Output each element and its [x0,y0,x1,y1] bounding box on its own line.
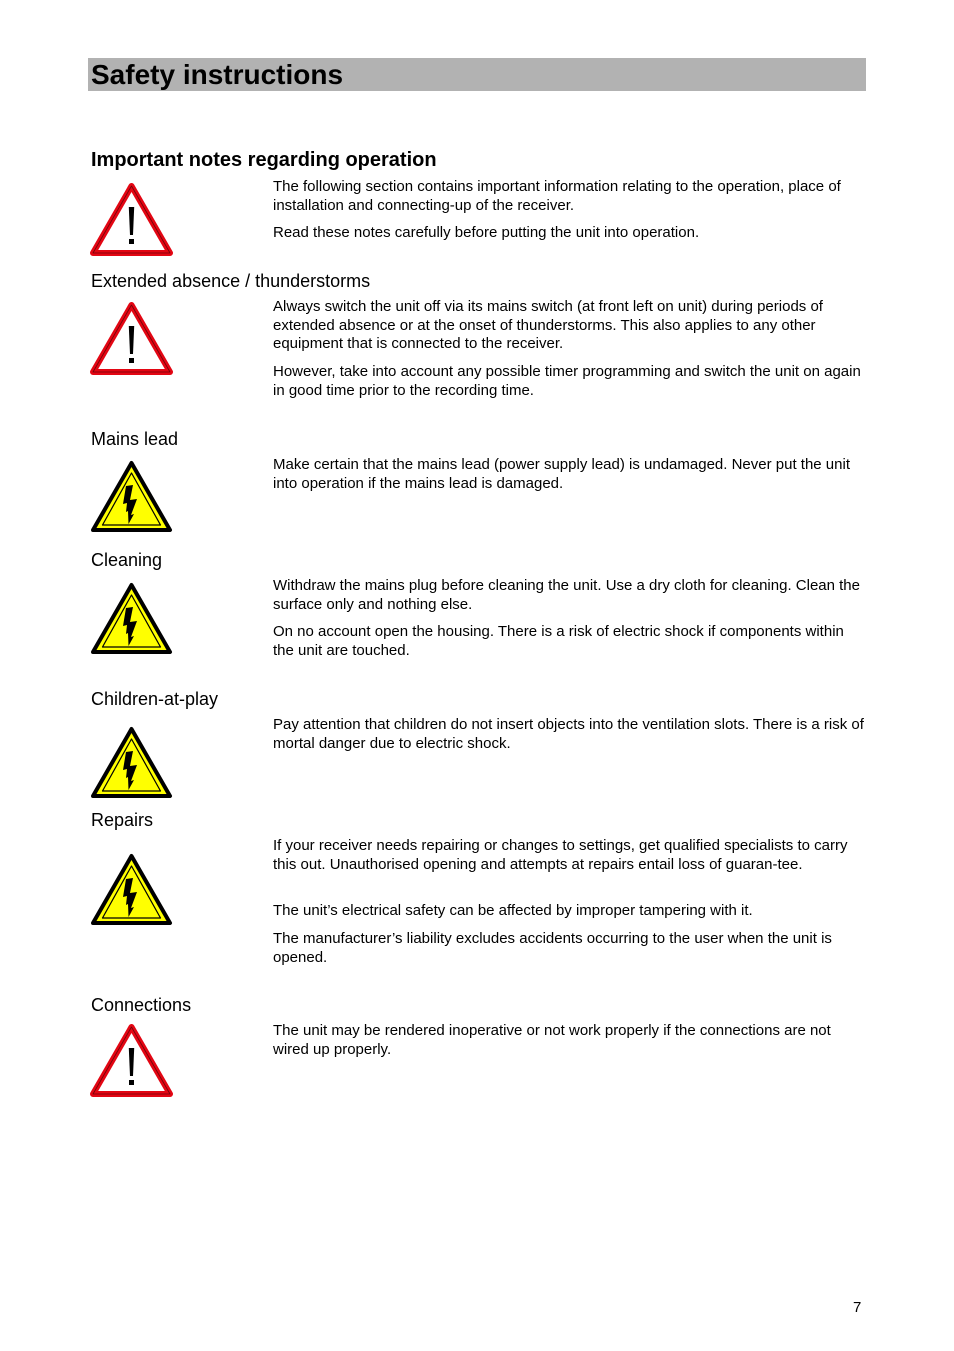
section-subtitle: Important notes regarding operation [91,149,437,171]
mains-paragraph-1: Make certain that the mains lead (power supply lead) is undamaged. Never put the unit into operation if the mains lead is damaged. [273,456,850,492]
cleaning-paragraph-1: Withdraw the mains plug before cleaning the unit. Use a dry cloth for cleaning. Clean the surface only and nothing else. [273,577,860,613]
repairs-paragraph-3: The manufacturer’s liability excludes accidents occurring to the user when the unit is opened. [273,930,832,966]
page-title: Safety instructions [91,59,344,90]
absence-paragraph-2: However, take into account any possible timer programming and switch the unit on again in good time prior to the recording time. [273,363,861,399]
heading-cleaning: Cleaning [91,550,163,570]
repairs-paragraph-1: If your receiver needs repairing or changes to settings, get qualified specialists to carry this out. Unauthorised opening and attempts at repairs entail loss of guaran-tee. [273,837,848,873]
high-voltage-icon [90,460,173,534]
heading-repairs: Repairs [91,810,154,830]
page-number: 7 [853,1299,862,1316]
connections-paragraph-1: The unit may be rendered inoperative or not work properly if the connections are not wired up properly. [273,1022,831,1058]
high-voltage-icon [90,853,173,927]
heading-extended-absence: Extended absence / thunderstorms [91,271,371,291]
repairs-paragraph-2: The unit’s electrical safety can be affected by improper tampering with it. [273,902,753,919]
warning-exclamation-icon [90,1024,173,1098]
intro-paragraph-1: The following section contains important information relating to the operation, place of installation and connecting-up of the receiver. [273,178,841,214]
warning-exclamation-icon [90,183,173,257]
intro-paragraph-2: Read these notes carefully before putting the unit into operation. [273,224,700,241]
heading-mains-lead: Mains lead [91,429,179,449]
heading-children-at-play: Children-at-play [91,689,219,709]
absence-paragraph-1: Always switch the unit off via its mains switch (at front left on unit) during periods of extended absence or at the onset of thunderstorms. This also applies to any other equipment that is connected to the receiver. [273,298,823,352]
children-paragraph-1: Pay attention that children do not insert objects into the ventilation slots. There is a risk of mortal danger due to electric shock. [273,716,864,752]
title-bar [88,58,866,91]
heading-connections: Connections [91,995,192,1015]
cleaning-paragraph-2: On no account open the housing. There is a risk of electric shock if components within the unit are touched. [273,623,844,659]
high-voltage-icon [90,582,173,656]
high-voltage-icon [90,726,173,800]
warning-exclamation-icon [90,302,173,376]
